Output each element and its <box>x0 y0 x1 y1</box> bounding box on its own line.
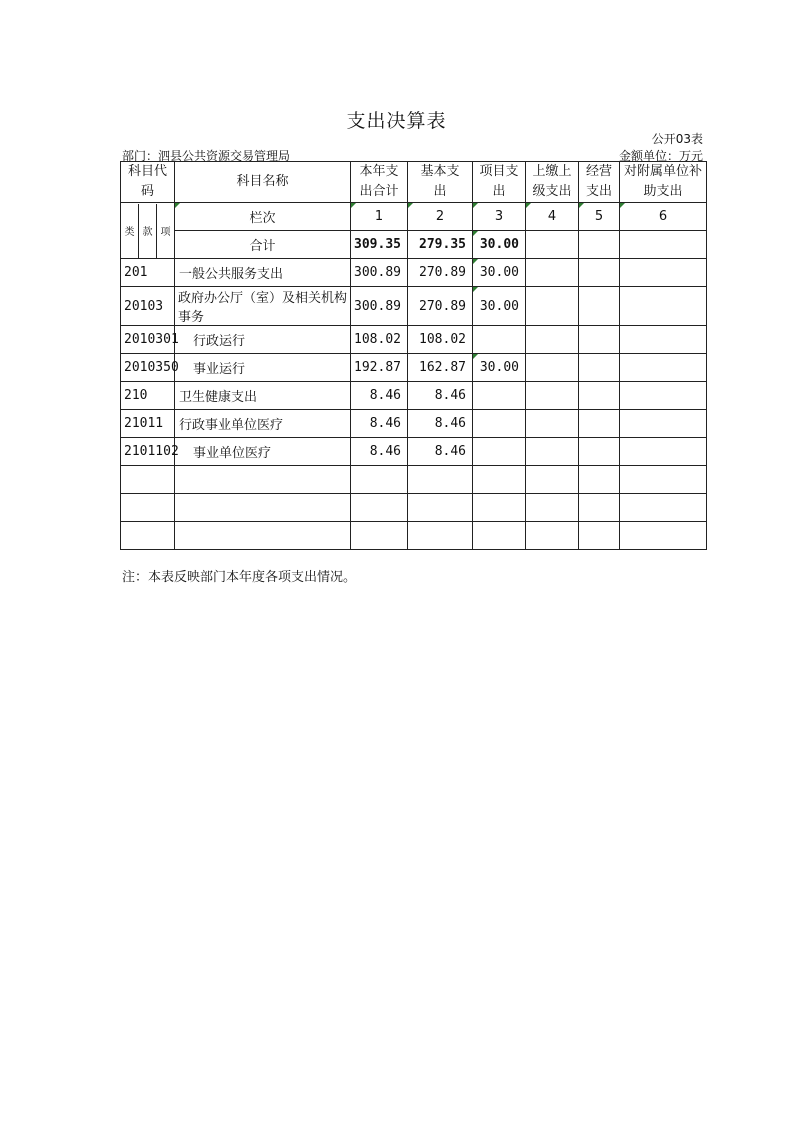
row-business <box>579 259 620 287</box>
row-project <box>473 382 526 410</box>
row-name: 一般公共服务支出 <box>175 259 351 287</box>
row-business <box>579 438 620 466</box>
header-subject-code: 科目代码 <box>121 162 175 203</box>
table-row <box>121 438 707 466</box>
row-code: 2010301 <box>121 326 175 354</box>
row-basic: 162.87 <box>408 354 473 382</box>
header-subject-name: 科目名称 <box>175 162 351 203</box>
header-upper: 上缴上级支出 <box>526 162 579 203</box>
row-name: 卫生健康支出 <box>175 382 351 410</box>
row-business <box>579 410 620 438</box>
row-basic: 8.46 <box>408 382 473 410</box>
form-code: 公开03表 <box>651 132 703 146</box>
header-basic: 基本支出 <box>408 162 473 203</box>
row-code: 20103 <box>121 287 175 326</box>
total-value-3: 30.00 <box>473 231 526 259</box>
department-label: 部门：泗县公共资源交易管理局 <box>122 149 291 163</box>
row-subsidy <box>620 259 707 287</box>
row-upper <box>526 382 579 410</box>
row-total: 108.02 <box>351 326 408 354</box>
table-note: 注：本表反映部门本年度各项支出情况。 <box>122 570 357 585</box>
row-upper <box>526 287 579 326</box>
row-basic: 8.46 <box>408 438 473 466</box>
row-business <box>579 326 620 354</box>
lanci-label: 栏次 <box>175 203 351 231</box>
row-project: 30.00 <box>473 354 526 382</box>
row-upper <box>526 354 579 382</box>
total-row <box>121 231 707 259</box>
row-upper <box>526 438 579 466</box>
table-row <box>121 287 707 326</box>
row-subsidy <box>620 326 707 354</box>
row-code: 2101102 <box>121 438 175 466</box>
col-number-2: 2 <box>408 203 473 231</box>
row-total: 8.46 <box>351 438 408 466</box>
column-number-row <box>121 203 707 231</box>
col-number-3: 3 <box>473 203 526 231</box>
row-total: 300.89 <box>351 287 408 326</box>
row-project <box>473 410 526 438</box>
lei-label: 类 <box>124 227 135 238</box>
total-value-6 <box>620 231 707 259</box>
row-subsidy <box>620 382 707 410</box>
xiang-label: 项 <box>156 204 174 258</box>
row-business <box>579 382 620 410</box>
row-code: 201 <box>121 259 175 287</box>
col-number-1: 1 <box>351 203 408 231</box>
header-subsidy: 对附属单位补助支出 <box>620 162 707 203</box>
row-upper <box>526 259 579 287</box>
table-row <box>121 354 707 382</box>
row-name: 行政事业单位医疗 <box>175 410 351 438</box>
row-total: 300.89 <box>351 259 408 287</box>
header-total: 本年支出合计 <box>351 162 408 203</box>
row-total: 8.46 <box>351 382 408 410</box>
empty-row <box>121 466 707 494</box>
row-total: 192.87 <box>351 354 408 382</box>
table-row <box>121 326 707 354</box>
page-title: 支出决算表 <box>346 110 447 132</box>
row-business <box>579 354 620 382</box>
row-project <box>473 438 526 466</box>
row-name: 政府办公厅（室）及相关机构事务 <box>175 287 351 326</box>
empty-row <box>121 494 707 522</box>
total-value-4 <box>526 231 579 259</box>
lei-kuan-xiang-cell <box>121 203 175 259</box>
empty-row <box>121 522 707 550</box>
row-business <box>579 287 620 326</box>
row-code: 210 <box>121 382 175 410</box>
row-total: 8.46 <box>351 410 408 438</box>
row-basic: 108.02 <box>408 326 473 354</box>
header-business: 经营支出 <box>579 162 620 203</box>
table-row <box>121 382 707 410</box>
row-basic: 270.89 <box>408 287 473 326</box>
row-subsidy <box>620 410 707 438</box>
unit-label: 金额单位：万元 <box>618 149 703 163</box>
header-row <box>121 162 707 203</box>
row-subsidy <box>620 287 707 326</box>
col-number-5: 5 <box>579 203 620 231</box>
row-code: 2010350 <box>121 354 175 382</box>
table-row <box>121 259 707 287</box>
total-value-5 <box>579 231 620 259</box>
row-project <box>473 326 526 354</box>
header-project: 项目支出 <box>473 162 526 203</box>
row-upper <box>526 326 579 354</box>
row-subsidy <box>620 438 707 466</box>
row-name: 事业运行 <box>175 354 351 382</box>
row-subsidy <box>620 354 707 382</box>
table-row <box>121 410 707 438</box>
total-value-1: 309.35 <box>351 231 408 259</box>
row-basic: 8.46 <box>408 410 473 438</box>
kuan-label: 款 <box>138 204 156 258</box>
total-label: 合计 <box>175 231 351 259</box>
row-basic: 270.89 <box>408 259 473 287</box>
row-upper <box>526 410 579 438</box>
row-code: 21011 <box>121 410 175 438</box>
row-name: 行政运行 <box>175 326 351 354</box>
total-value-2: 279.35 <box>408 231 473 259</box>
expenditure-table <box>120 161 707 550</box>
row-project: 30.00 <box>473 259 526 287</box>
col-number-4: 4 <box>526 203 579 231</box>
row-project: 30.00 <box>473 287 526 326</box>
col-number-6: 6 <box>620 203 707 231</box>
row-name: 事业单位医疗 <box>175 438 351 466</box>
